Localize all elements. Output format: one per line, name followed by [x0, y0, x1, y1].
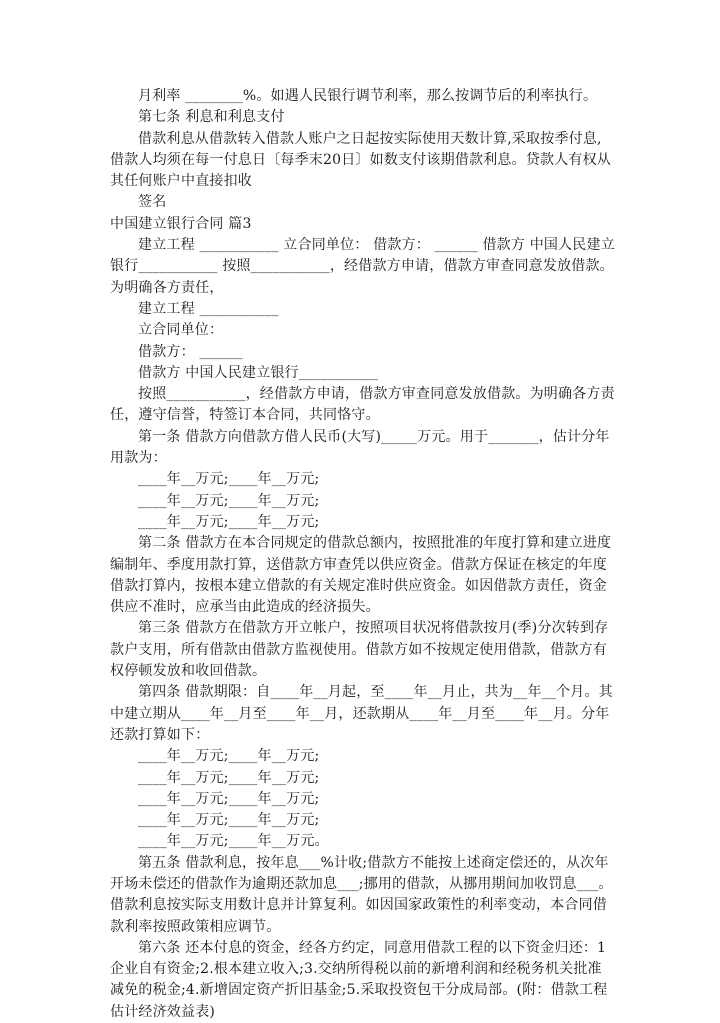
repayment-line: ____年__万元;____年__万元;	[138, 790, 320, 807]
field-construction-project: 建立工程 ___________	[138, 300, 279, 317]
heading-article-7: 第七条 利息和利息支付	[138, 109, 285, 126]
paragraph-article-4: 第四条 借款期限：自____年__月起，至____年__月止，共为__年__个月。其中建立期从____年__月至____年__月，还款期从____年__月至____年__月。分年还款打算如下：	[110, 684, 613, 743]
contract-title: 中国建立银行合同 篇3	[110, 215, 252, 232]
document-body	[110, 86, 615, 1023]
signature-label: 签名	[138, 194, 167, 211]
paragraph-article-2: 第二条 借款方在本合同规定的借款总额内，按照批准的年度打算和建立进度编制年、季度用款打算，送借款方审查凭以供应资金。借款方保证在核定的年度借款打算内，按根本建立借款的有关规定准时供应资金。如因借款方责任，资金供应不准时，应承当由此造成的经济损失。	[110, 535, 612, 616]
repayment-line: ____年__万元;____年__万元。	[138, 833, 329, 850]
paragraph-monthly-rate: 月利率 ________%。如遇人民银行调节利率，那么按调节后的利率执行。	[138, 88, 598, 104]
repayment-line: ____年__万元;____年__万元;	[138, 748, 320, 765]
schedule-line: ____年__万元;____年__万元;	[138, 513, 320, 530]
repayment-line: ____年__万元;____年__万元;	[138, 769, 320, 786]
paragraph-interest-payment: 借款利息从借款转入借款人账户之日起按实际使用天数计算,采取按季付息,借款人均须在每一付息日〔每季末20日〕如数支付该期借款利息。贷款人有权从其任何账户中直接扣收	[110, 130, 612, 190]
paragraph-article-6: 第六条 还本付息的资金，经各方约定，同意用借款工程的以下资金归还：1企业自有资金;2.根本建立收入;3.交纳所得税以前的新增利润和经税务机关批准减免的税金;4.新增固定资产折旧基金;5.采取投资包干分成局部。(附：借款工程估计经济效益表)	[110, 939, 608, 1020]
field-contracting-party: 立合同单位：	[138, 322, 224, 339]
schedule-line: ____年__万元;____年__万元;	[138, 492, 320, 509]
field-borrower: 借款方： ______	[138, 343, 243, 360]
paragraph-article-1: 第一条 借款方向借款方借人民币(大写)_____万元。用于_______，估计分年用款为：	[110, 428, 610, 467]
repayment-line: ____年__万元;____年__万元;	[138, 812, 320, 829]
field-lender: 借款方 中国人民建立银行___________	[138, 364, 379, 381]
paragraph-contract-intro: 建立工程 ___________ 立合同单位： 借款方： ______ 借款方 中国人民建立银行___________ 按照___________，经借款方申请，借款方审查同意发放借款。为明确各方责任，	[110, 237, 615, 296]
paragraph-agreement: 按照___________，经借款方申请，借款方审查同意发放借款。为明确各方责任，遵守信誉，特签订本合同，共同恪守。	[110, 386, 615, 424]
paragraph-article-5: 第五条 借款利息，按年息___%计收;借款方不能按上述商定偿还的，从次年开场未偿还的借款作为逾期还款加息___;挪用的借款，从挪用期间加收罚息___。借款利息按实际支用数计息并计算复利。如因国家政策性的利率变动，本合同借款利率按照政策相应调节。	[110, 854, 613, 935]
paragraph-article-3: 第三条 借款方在借款方开立帐户，按照项目状况将借款按月(季)分次转到存款户支用，所有借款由借款方监视使用。借款方如不按规定使用借款，借款方有权停顿发放和收回借款。	[110, 620, 609, 680]
schedule-line: ____年__万元;____年__万元;	[138, 471, 320, 488]
